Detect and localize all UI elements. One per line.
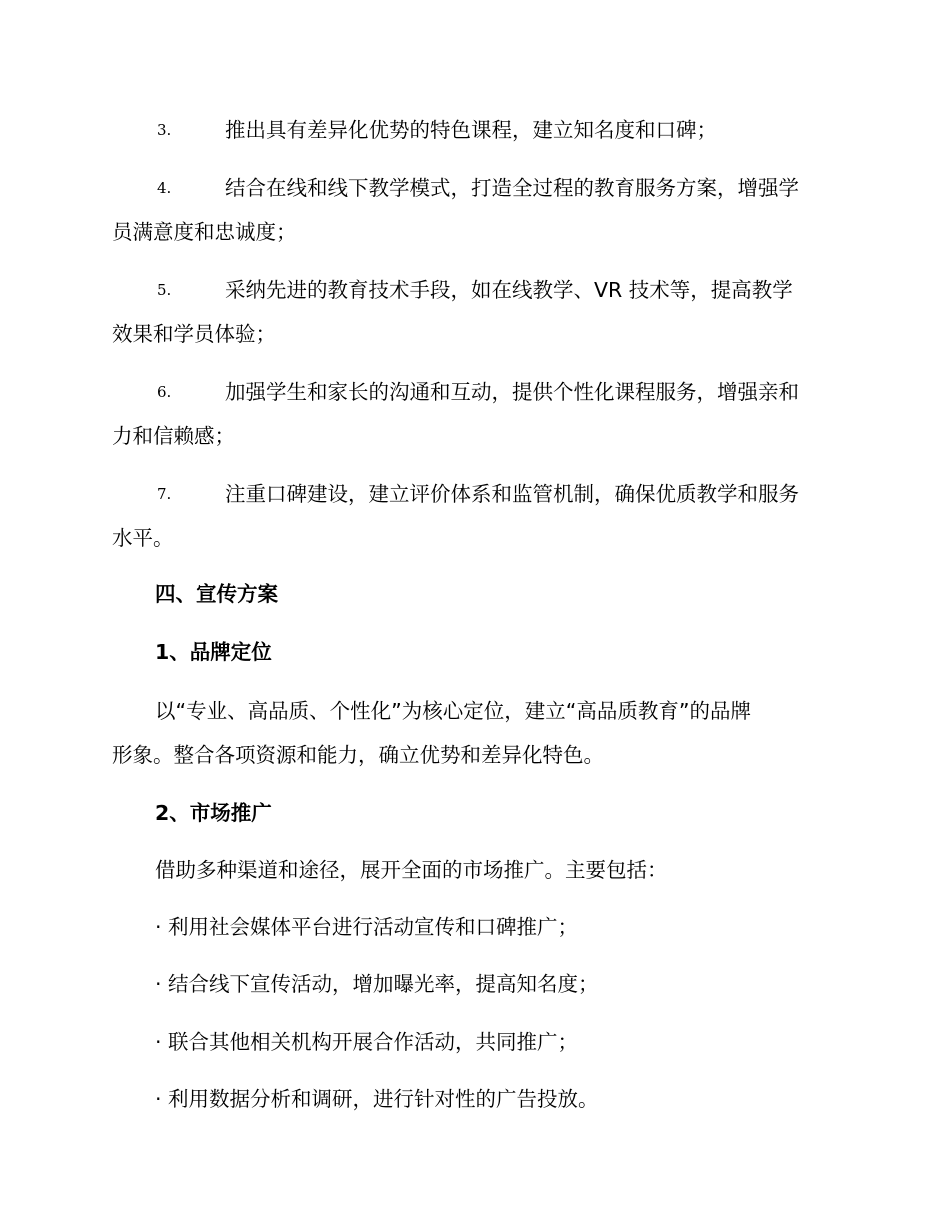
market-intro: 借助多种渠道和途径，展开全面的市场推广。主要包括：	[155, 858, 668, 882]
list-item-text: 加强学生和家长的沟通和互动，提供个性化课程服务，增强亲和	[225, 380, 799, 404]
section-heading: 四、宣传方案	[155, 582, 278, 606]
list-item-continuation: 员满意度和忠诚度；	[112, 220, 297, 244]
list-item-text: 结合在线和线下教学模式，打造全过程的教育服务方案，增强学	[225, 176, 799, 200]
list-item-text: 注重口碑建设，建立评价体系和监管机制，确保优质教学和服务	[225, 482, 799, 506]
list-item-continuation: 水平。	[112, 526, 174, 550]
bullet-item: · 联合其他相关机构开展合作活动，共同推广；	[155, 1030, 579, 1054]
subsection-heading-market: 2、市场推广	[155, 801, 272, 825]
bullet-item: · 结合线下宣传活动，增加曝光率，提高知名度；	[155, 972, 599, 996]
brand-paragraph-line: 形象。整合各项资源和能力，确立优势和差异化特色。	[112, 743, 604, 767]
list-item-number: 4.	[157, 179, 172, 197]
list-item-number: 6.	[157, 383, 172, 401]
list-item-number: 5.	[157, 281, 172, 299]
subsection-heading-brand: 1、品牌定位	[155, 640, 272, 664]
bullet-item: · 利用数据分析和调研，进行针对性的广告投放。	[155, 1087, 599, 1111]
bullet-item: · 利用社会媒体平台进行活动宣传和口碑推广；	[155, 915, 579, 939]
list-item-continuation: 力和信赖感；	[112, 424, 235, 448]
list-item-number: 7.	[157, 485, 172, 503]
list-item-text: 采纳先进的教育技术手段，如在线教学、VR 技术等，提高教学	[225, 278, 793, 302]
list-item-text: 推出具有差异化优势的特色课程，建立知名度和口碑；	[225, 118, 717, 142]
list-item-number: 3.	[157, 121, 172, 139]
list-item-continuation: 效果和学员体验；	[112, 322, 276, 346]
brand-paragraph-line: 以“专业、高品质、个性化”为核心定位，建立“高品质教育”的品牌	[155, 699, 751, 723]
